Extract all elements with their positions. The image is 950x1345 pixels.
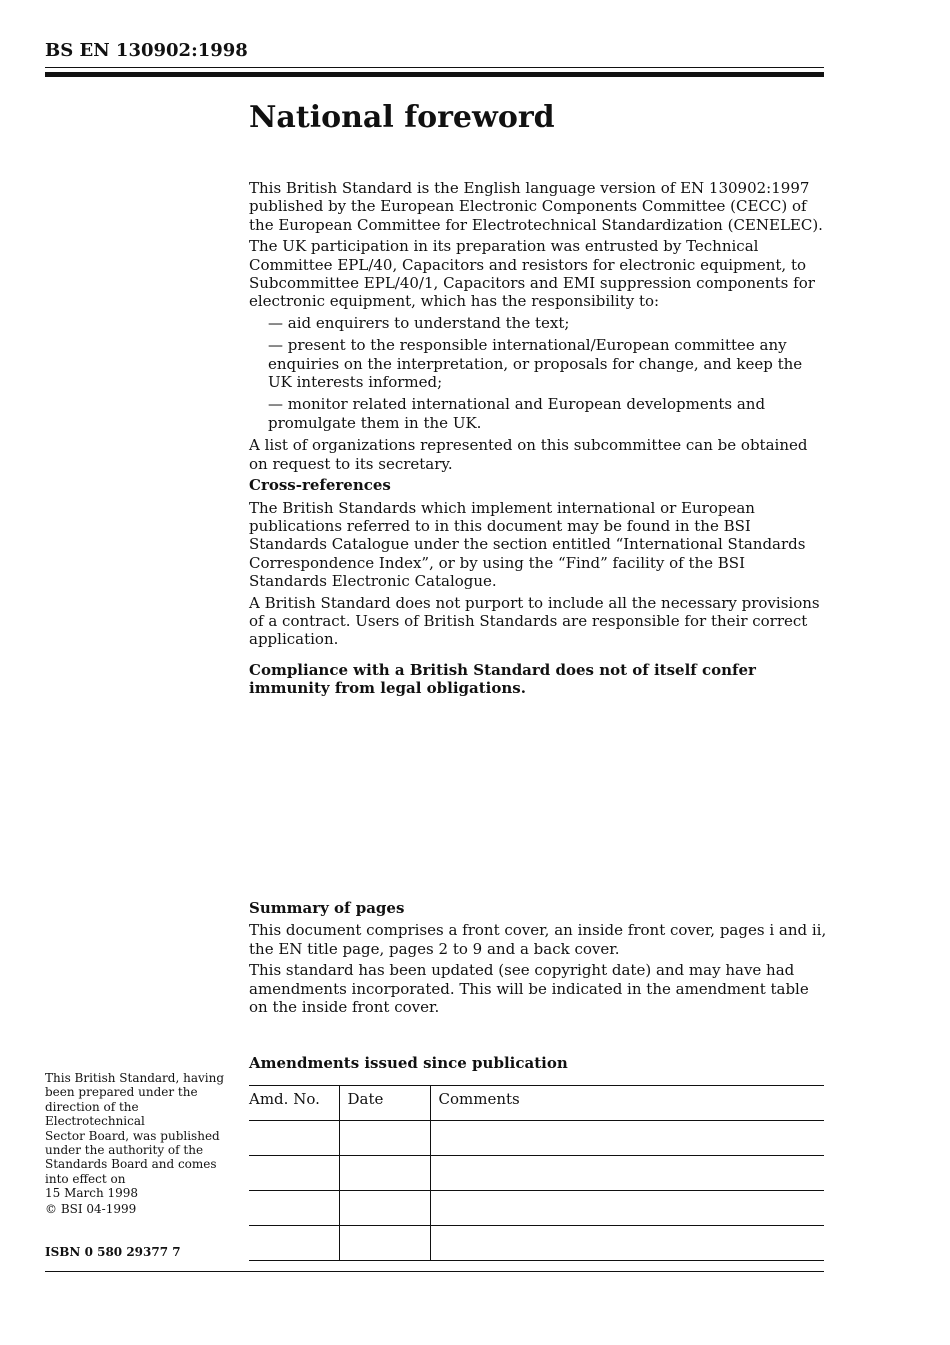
summary-of-pages — [249, 899, 827, 1019]
responsibility-item: — aid enquirers to understand the text; — [268, 313, 570, 332]
summary-paragraph: This document comprises a front cover, an inside front cover, pages i and ii, the EN title page, pages 2 to 9 and a back cover. — [249, 921, 827, 958]
table-cell — [339, 1156, 430, 1191]
publication-note-line: been prepared under the — [45, 1085, 198, 1100]
copyright: © BSI 04-1999 — [45, 1202, 137, 1216]
isbn: ISBN 0 580 29377 7 — [45, 1245, 181, 1259]
intro-paragraph: This British Standard is the English language version of EN 130902:1997 published by the European Electronic Components Committee (CECC) of the European Committee for Electrotechnical Standardization (CENELEC). — [249, 179, 823, 234]
table-cell — [430, 1121, 824, 1156]
table-cell — [339, 1191, 430, 1226]
table-cell — [430, 1191, 824, 1226]
table-cell — [249, 1191, 339, 1226]
amendments-heading: Amendments issued since publication — [249, 1054, 568, 1072]
column-header-comments: Comments — [430, 1086, 824, 1121]
update-paragraph: This standard has been updated (see copyright date) and may have had amendments incorporated. This will be indicated in the amendment table on the inside front cover. — [249, 961, 809, 1017]
organizations-paragraph: A list of organizations represented on this subcommittee can be obtained on request to its secretary. — [249, 436, 808, 473]
document-id: BS EN 130902:1998 — [45, 40, 248, 61]
publication-note — [45, 1071, 235, 1201]
publication-note-line: Sector Board, was published — [45, 1128, 220, 1143]
publication-note-line: under the authority of the — [45, 1143, 204, 1158]
table-cell — [249, 1156, 339, 1191]
summary-heading: Summary of pages — [249, 899, 405, 917]
table-cell — [430, 1226, 824, 1261]
table-cell — [339, 1121, 430, 1156]
cross-references-paragraph: The British Standards which implement international or European publications referred to in this document may be found in the BSI Standards Catalogue under the section entitled “International Standards Correspondence Index”, or by using the “Find” facility of the BSI Standards Electronic Catalogue. — [249, 498, 806, 591]
table-header-row — [249, 1086, 824, 1121]
participation-paragraph: The UK participation in its preparation was entrusted by Technical Committee EPL/40, Capacitors and resistors for electronic equipment, to Subcommittee EPL/40/1, Capacitors and EMI suppression components for electronic equipment, which has the responsibility to: — [249, 237, 815, 311]
footer-rule — [45, 1271, 824, 1272]
foreword-body — [249, 179, 827, 701]
publication-note-line: This British Standard, having — [45, 1071, 225, 1085]
publication-note-line: Standards Board and comes — [45, 1157, 217, 1172]
table-row — [249, 1226, 824, 1261]
provisions-paragraph: A British Standard does not purport to include all the necessary provisions of a contract. Users of British Standards are responsible for their correct application. — [249, 593, 820, 649]
header-rule-thick — [45, 72, 824, 77]
responsibility-item: — present to the responsible international/European committee any enquiries on the interpretation, or proposals for change, and keep the UK interests informed; — [268, 336, 803, 392]
table-row — [249, 1156, 824, 1191]
table-cell — [430, 1156, 824, 1191]
table-row — [249, 1191, 824, 1226]
amendments-table — [249, 1085, 824, 1261]
publication-note-line: 15 March 1998 — [45, 1186, 139, 1201]
publication-note-line: direction of the Electrotechnical — [45, 1099, 145, 1129]
publication-note-line: into effect on — [45, 1171, 126, 1186]
table-cell — [249, 1121, 339, 1156]
table-row — [249, 1121, 824, 1156]
compliance-notice: Compliance with a British Standard does not of itself confer immunity from legal obligations. — [249, 660, 756, 698]
header-rule-thin — [45, 67, 824, 68]
table-cell — [249, 1226, 339, 1261]
column-header-amd-no: Amd. No. — [249, 1086, 339, 1121]
column-header-date: Date — [339, 1086, 430, 1121]
page-title: National foreword — [249, 100, 555, 135]
table-cell — [339, 1226, 430, 1261]
cross-references-heading: Cross-references — [249, 476, 391, 495]
responsibility-item: — monitor related international and European developments and promulgate them in the UK. — [268, 395, 766, 432]
